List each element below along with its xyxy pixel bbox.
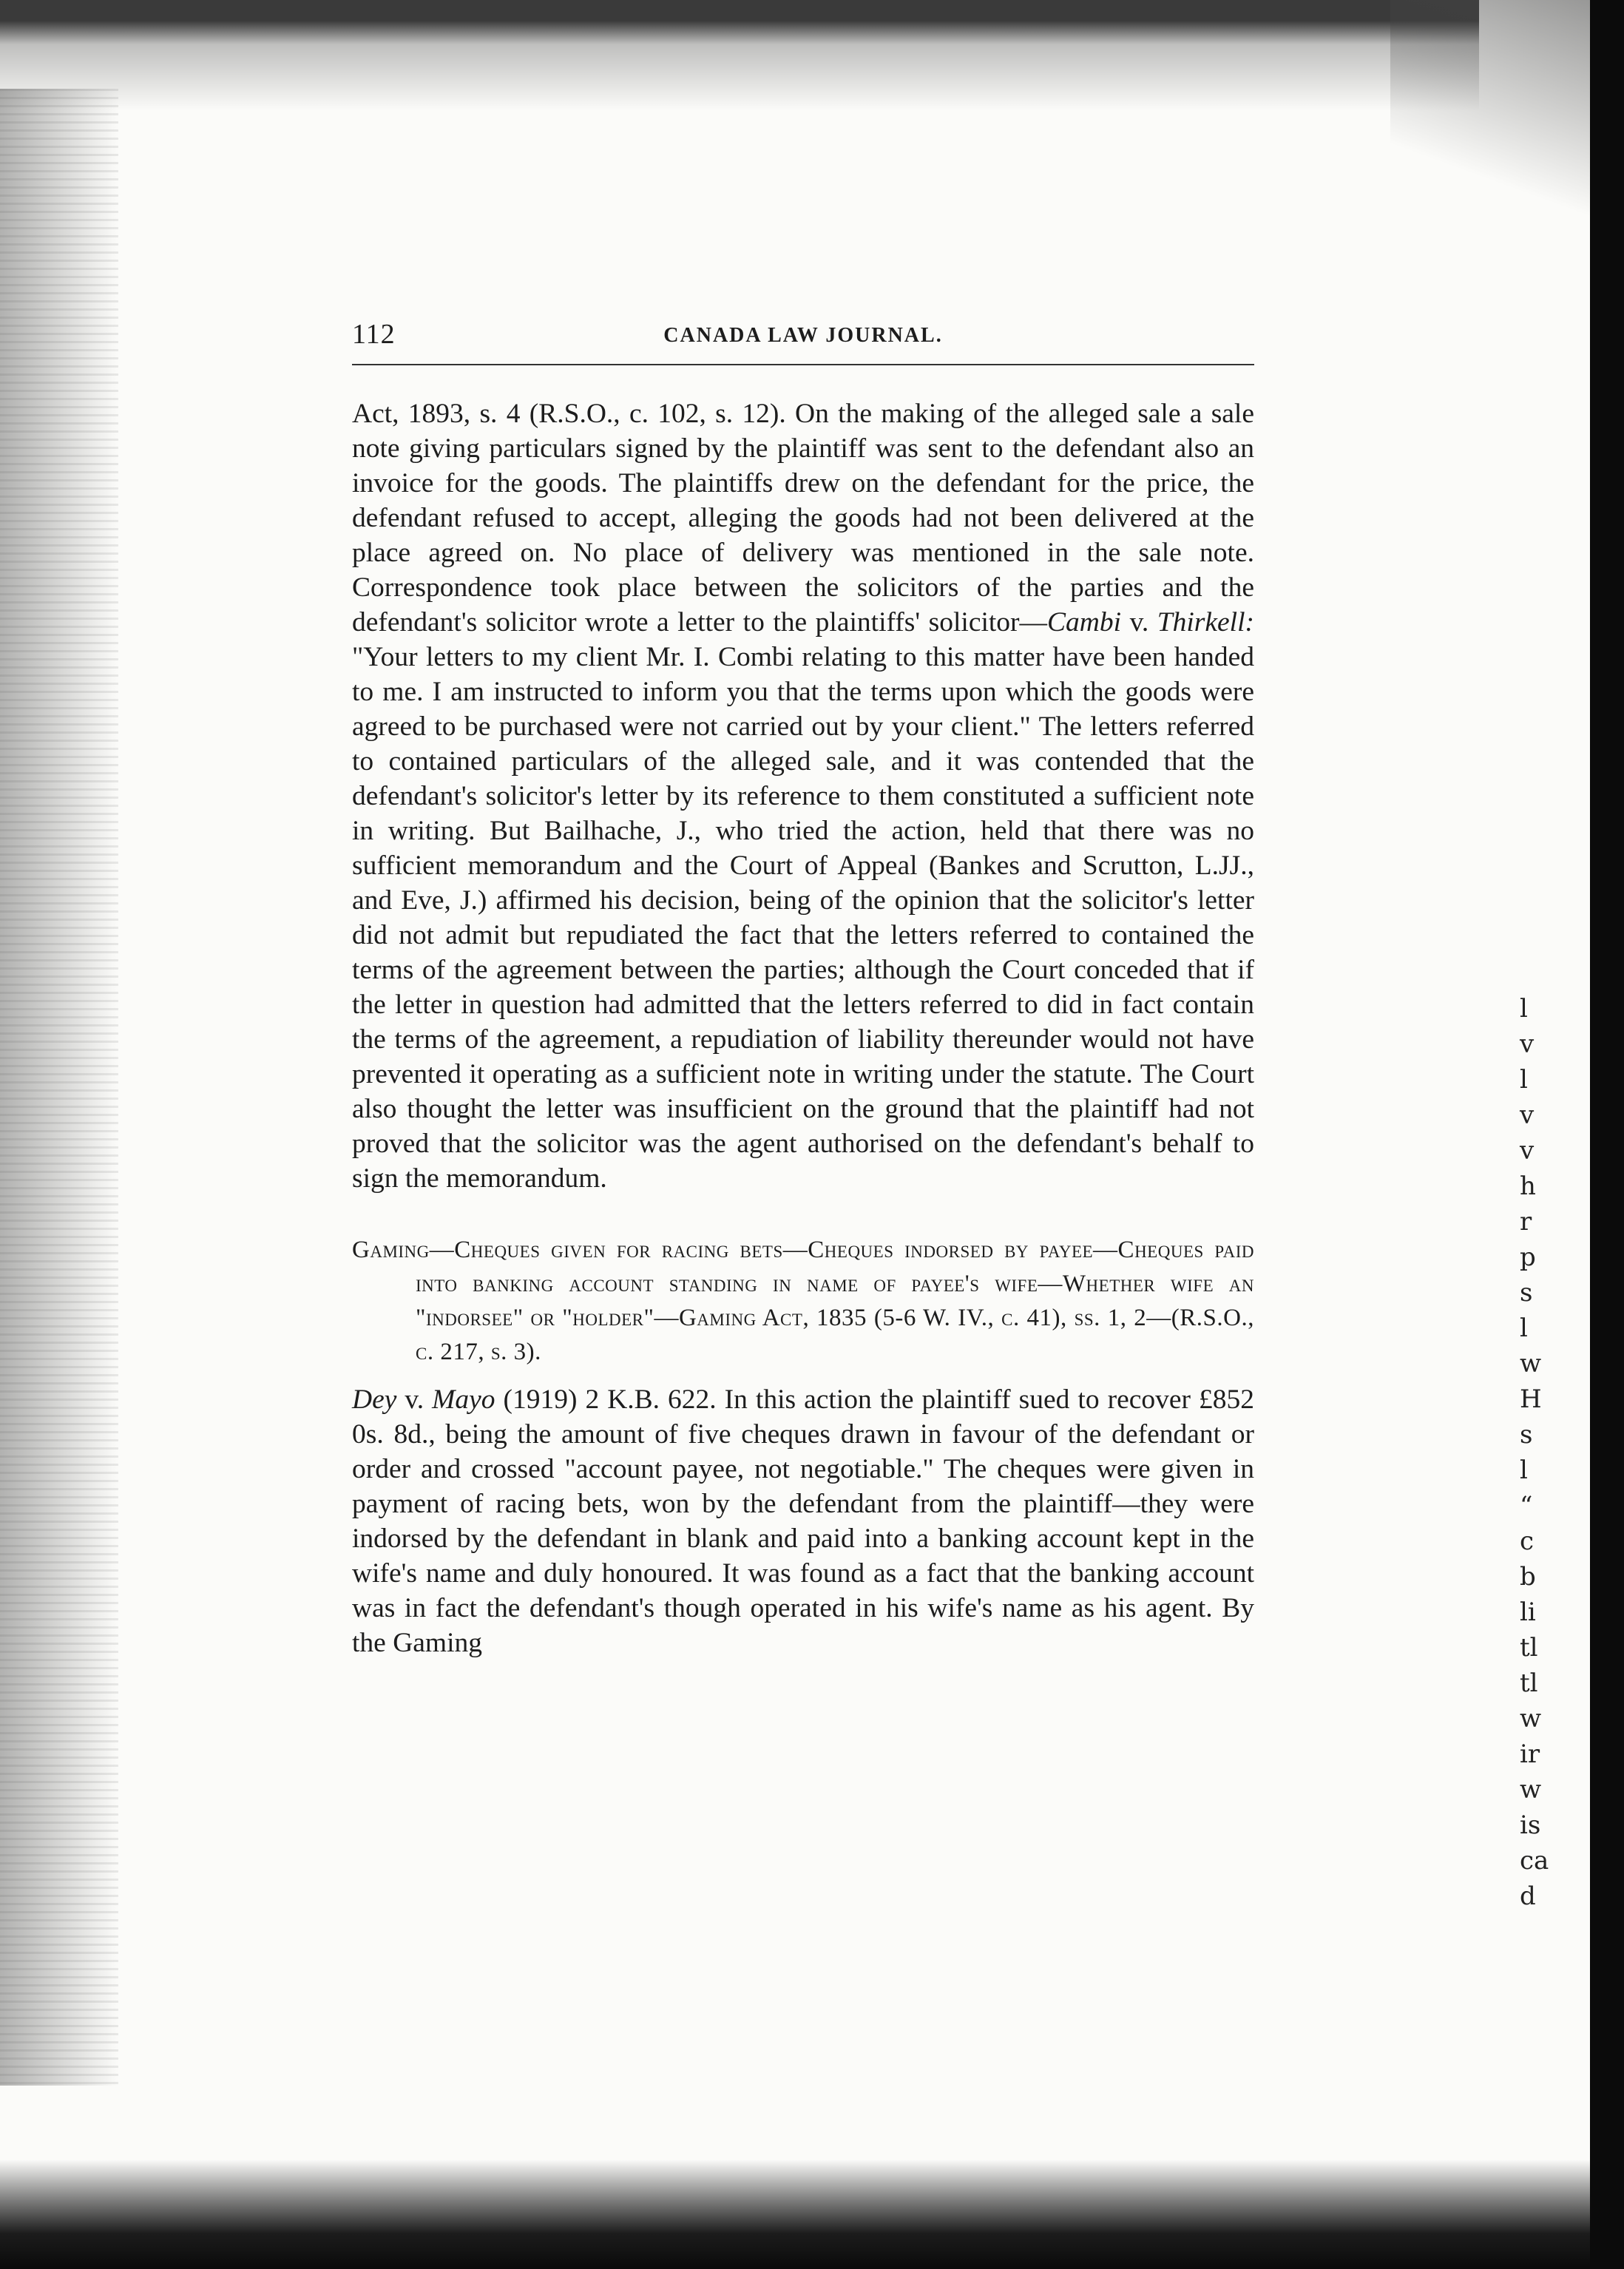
adjacent-page-letter: d — [1520, 1881, 1536, 1911]
adjacent-page-letter: is — [1520, 1810, 1541, 1840]
paragraph-text: Act, 1893, s. 4 (R.S.O., c. 102, s. 12). On the making of the alleged sale a sale note giving particulars signed by the plaintiff was sent to the defendant also an invoice for the goods. The plaintiffs drew on the defendant for the price, the defendant refused to accept, alleging the goods had not been delivered at the place agreed on. No place of delivery was mentioned in the sale note. Correspondence took place between the solicitors of the parties and the defendant's solicitor wrote a letter to the plaintiffs' solicitor— — [352, 399, 1254, 638]
paragraph-text: "Your letters to my client Mr. I. Combi relating to this matter have been handed to me. I am instructed to inform you that the terms upon which the goods were agreed to be purchased were not carried out by your client." The letters referred to contained particulars of the alleged sale, and it was contended that the defendant's solicitor's letter by its reference to them constituted a sufficient note in writing. But Bailhache, J., who tried the action, held that there was no sufficient memorandum and the Court of Appeal (Bankes and Scrutton, L.JJ., and Eve, J.) affirmed his decision, being of the opinion that the solicitor's letter did not admit but repudiated the fact that the letters referred to contained the terms of the agreement between the parties; although the Court conceded that if the letter in question had admitted that the letters referred to did in fact contain the terms of the agreement, a repudiation of liability thereunder would not have prevented it operating as a sufficient note in writing under the statute. The Court also thought the letter was insufficient on the ground that the plaintiff had not proved that the solicitor was the agent authorised on the defendant's behalf to sign the memorandum. — [352, 642, 1254, 1194]
paragraph-sale-note — [352, 396, 1254, 1196]
adjacent-page-letter: l — [1520, 1455, 1528, 1485]
case-versus: v. — [1121, 607, 1157, 638]
adjacent-page-letter: l — [1520, 1065, 1528, 1095]
adjacent-page-letter: h — [1520, 1171, 1536, 1201]
adjacent-page-letter: v — [1520, 1029, 1535, 1059]
adjacent-page-letter: s — [1520, 1278, 1533, 1308]
page-number: 112 — [352, 319, 396, 350]
adjacent-page-letter: c — [1520, 1526, 1535, 1556]
adjacent-page-letter: l — [1520, 994, 1528, 1024]
scan-edge-bottom — [0, 2160, 1590, 2269]
section-heading-gaming: Gaming—Cheques given for racing bets—Cheques indorsed by payee—Cheques paid into banking account standing in name of payee's wife—Whether wife an "indorsee" or "holder"—Gaming Act, 1835 (5-6 W. IV., c. 41), ss. 1, 2—(R.S.O., c. 217, s. 3). — [352, 1237, 1254, 1365]
adjacent-page-letter: li — [1520, 1597, 1536, 1627]
adjacent-page-letter: r — [1520, 1207, 1532, 1237]
adjacent-page-letter: w — [1520, 1349, 1542, 1379]
case-versus: v. — [396, 1384, 433, 1415]
scan-shadow-left — [0, 89, 118, 2086]
scan-edge-right — [1590, 0, 1624, 2269]
paragraph-dey-v-mayo — [352, 1382, 1254, 1660]
adjacent-page-fragments — [1520, 991, 1590, 1911]
case-name: Thirkell: — [1157, 607, 1254, 638]
adjacent-page-letter: p — [1520, 1242, 1536, 1272]
journal-title: CANADA LAW JOURNAL. — [663, 324, 943, 347]
adjacent-page-letter: “ — [1520, 1491, 1533, 1521]
adjacent-page-letter: tl — [1520, 1633, 1538, 1663]
adjacent-page-letter: tl — [1520, 1668, 1538, 1698]
adjacent-page-letter: w — [1520, 1775, 1542, 1805]
adjacent-page-letter: v — [1520, 1100, 1535, 1130]
paragraph-text: (1919) 2 K.B. 622. In this action the plaintiff sued to recover £852 0s. 8d., being the amount of five cheques drawn in favour of the defendant or order and crossed "account payee, not negotiable." The cheques were given in payment of racing bets, won by the defendant from the plaintiff—they were indorsed by the defendant in blank and paid into a banking account kept in the wife's name and duly honoured. It was found as a fact that the banking account was in fact the defendant's though operated in his wife's name as his agent. By the Gaming — [352, 1384, 1254, 1658]
adjacent-page-letter: ir — [1520, 1739, 1540, 1769]
case-name: Cambi — [1047, 607, 1122, 638]
scan-shadow-top — [0, 0, 1479, 111]
page-content — [352, 318, 1254, 1660]
adjacent-page-letter: l — [1520, 1313, 1528, 1343]
adjacent-page-letter: w — [1520, 1704, 1542, 1734]
adjacent-page-letter: v — [1520, 1136, 1535, 1166]
case-name: Mayo — [432, 1384, 495, 1415]
running-head — [352, 318, 1254, 365]
adjacent-page-letter: s — [1520, 1420, 1533, 1450]
scan-shadow-top-right — [1390, 0, 1590, 237]
adjacent-page-letter: ca — [1520, 1846, 1549, 1876]
case-name: Dey — [352, 1384, 397, 1415]
adjacent-page-letter: H — [1520, 1384, 1542, 1414]
adjacent-page-letter: b — [1520, 1562, 1536, 1592]
